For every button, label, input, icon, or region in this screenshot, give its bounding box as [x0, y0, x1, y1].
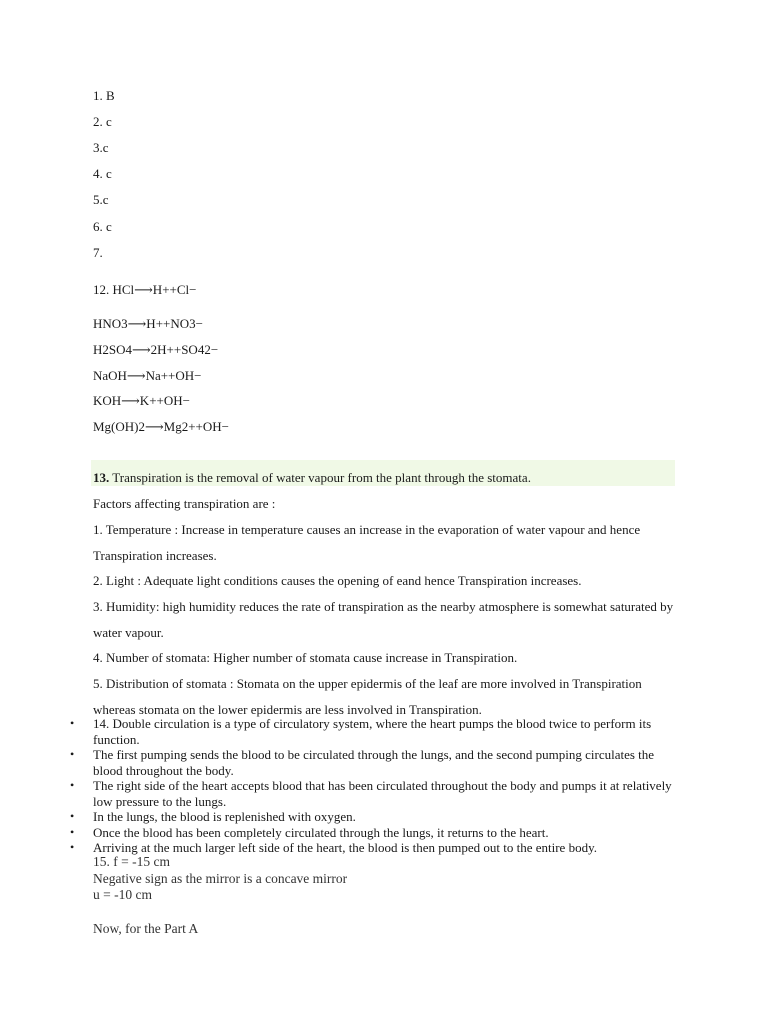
- list-item-text: 14. Double circulation is a type of circulatory system, where the heart pumps the blood twice to perform its function.: [93, 716, 652, 747]
- q13-definition: [93, 470, 531, 486]
- list-item-text: Once the blood has been completely circulated through the lungs, it returns to the heart.: [93, 824, 549, 840]
- bullet-icon: •: [70, 716, 75, 730]
- bullet-icon: •: [70, 809, 75, 823]
- q13-factor-stomata-number: 4. Number of stomata: Higher number of stomata cause increase in Transpiration.: [93, 650, 518, 665]
- q12-equation-koh: KOH⟶K++OH−: [93, 393, 190, 408]
- q13-number: 13.: [93, 470, 110, 485]
- q13-factor-light: 2. Light : Adequate light conditions causes the opening of eand hence Transpiration increases.: [93, 573, 582, 588]
- answer-6: 6. c: [93, 219, 112, 234]
- bullet-icon: •: [70, 778, 75, 792]
- list-item-text: The right side of the heart accepts blood that has been circulated throughout the body and pumps it at relatively low pressure to the lungs.: [93, 778, 672, 809]
- list-item: [70, 824, 678, 841]
- q13-factor-humidity: 3. Humidity: high humidity reduces the rate of transpiration as the nearby atmosphere is somewhat saturated by: [93, 599, 674, 614]
- list-item: [70, 716, 678, 747]
- list-item: [70, 840, 678, 856]
- q12-equation-mgoh2: Mg(OH)2⟶Mg2++OH−: [93, 419, 229, 434]
- answer-1: 1. B: [93, 88, 115, 103]
- list-item: [70, 747, 678, 778]
- q12-equation-hno3: HNO3⟶H++NO3−: [93, 316, 203, 331]
- answer-4: 4. c: [93, 166, 112, 181]
- answer-3: 3.c: [93, 140, 109, 155]
- list-item: [70, 778, 678, 809]
- q15-part-a: Now, for the Part A: [93, 921, 199, 936]
- q13-factor-stomata-distribution-cont: whereas stomata on the lower epidermis are less involved in Transpiration.: [93, 702, 482, 717]
- q13-factor-humidity-cont: water vapour.: [93, 625, 164, 640]
- answer-2: 2. c: [93, 114, 112, 129]
- q13-definition-text: Transpiration is the removal of water vapour from the plant through the stomata.: [109, 470, 531, 485]
- bullet-icon: •: [70, 840, 75, 854]
- q12-equation-naoh: NaOH⟶Na++OH−: [93, 368, 202, 383]
- answer-5: 5.c: [93, 192, 109, 207]
- q15-focal-length: 15. f = -15 cm: [93, 854, 170, 869]
- q12-equation-h2so4: H2SO4⟶2H++SO42−: [93, 342, 219, 357]
- q12-equation-hcl: 12. HCl⟶H++Cl−: [93, 282, 197, 297]
- q15-sign-note: Negative sign as the mirror is a concave mirror: [93, 871, 348, 886]
- q13-factor-temperature-cont: Transpiration increases.: [93, 548, 217, 563]
- q15-object-distance: u = -10 cm: [93, 887, 152, 902]
- list-item-text: In the lungs, the blood is replenished with oxygen.: [93, 809, 356, 824]
- bullet-icon: •: [70, 747, 75, 761]
- list-item: [70, 809, 678, 825]
- answer-7: 7.: [93, 245, 103, 260]
- bullet-icon: •: [70, 824, 75, 839]
- list-item-text: The first pumping sends the blood to be circulated through the lungs, and the second pumping circulates the blood throughout the body.: [93, 747, 655, 778]
- q13-factors-heading: Factors affecting transpiration are :: [93, 496, 276, 511]
- q13-factor-temperature: 1. Temperature : Increase in temperature causes an increase in the evaporation of water vapour and hence: [93, 522, 641, 537]
- list-item-text: Arriving at the much larger left side of the heart, the blood is then pumped out to the entire body.: [93, 840, 597, 855]
- q13-factor-stomata-distribution: 5. Distribution of stomata : Stomata on the upper epidermis of the leaf are more involved in Transpiration: [93, 676, 642, 691]
- q14-bullet-list: [70, 716, 678, 856]
